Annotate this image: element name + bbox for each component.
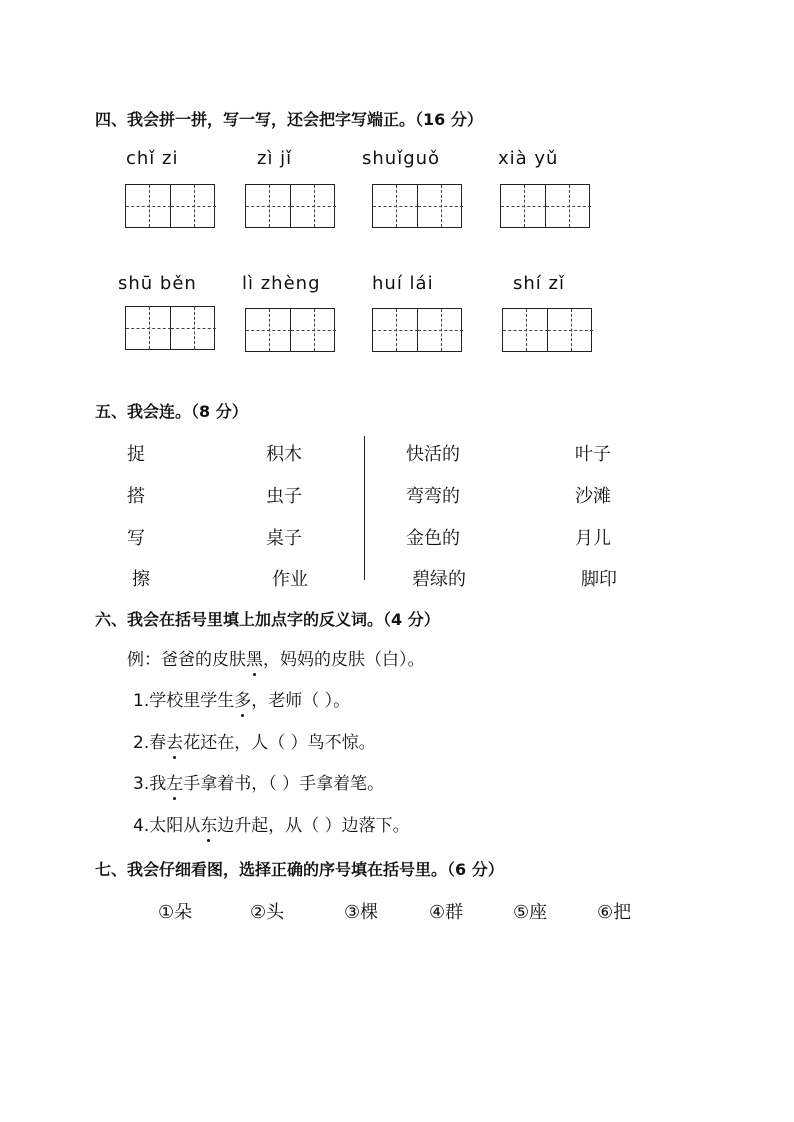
- question-2[interactable]: [133, 728, 376, 753]
- column-divider: [364, 436, 365, 580]
- sentence-text: 1.学校里学生: [133, 691, 235, 711]
- match-item[interactable]: 擦: [132, 569, 150, 590]
- option-3: ③棵: [344, 902, 379, 923]
- match-item[interactable]: 写: [127, 528, 145, 549]
- section-7-title: 七、我会仔细看图，选择正确的序号填在括号里。（6 分）: [95, 860, 504, 879]
- writing-grid[interactable]: [245, 184, 335, 228]
- sentence-text: 花还在，人（ ）鸟不惊。: [183, 733, 376, 753]
- match-item[interactable]: 叶子: [575, 444, 611, 465]
- option-6: ⑥把: [597, 902, 632, 923]
- option-4: ④群: [429, 902, 464, 923]
- match-item[interactable]: 弯弯的: [406, 486, 460, 507]
- option-1: ①朵: [158, 902, 193, 923]
- match-item[interactable]: 桌子: [266, 528, 302, 549]
- match-item[interactable]: 作业: [272, 569, 308, 590]
- pinyin-label: xià yǔ: [498, 148, 559, 169]
- match-item[interactable]: 积木: [266, 444, 302, 465]
- writing-grid[interactable]: [502, 308, 592, 352]
- pinyin-label: huí lái: [372, 273, 434, 294]
- dotted-char: 东: [200, 811, 217, 836]
- sentence-text: 4.太阳从: [133, 816, 201, 836]
- dotted-char: 黑: [246, 645, 263, 670]
- match-item[interactable]: 虫子: [266, 486, 302, 507]
- match-item[interactable]: 金色的: [406, 528, 460, 549]
- match-item[interactable]: 月儿: [575, 528, 611, 549]
- pinyin-label: shí zǐ: [513, 273, 565, 294]
- match-item[interactable]: 捉: [127, 444, 145, 465]
- writing-grid[interactable]: [372, 308, 462, 352]
- sentence-text: 2.春: [133, 733, 167, 753]
- pinyin-label: zì jǐ: [257, 148, 293, 169]
- writing-grid[interactable]: [372, 184, 462, 228]
- sentence-text: 手拿着书，（ ）手拿着笔。: [183, 774, 385, 794]
- dotted-char: 多: [234, 686, 251, 711]
- sentence-text: 3.我: [133, 774, 167, 794]
- example-sentence: [127, 645, 425, 670]
- option-5: ⑤座: [513, 902, 548, 923]
- dotted-char: 左: [166, 769, 183, 794]
- writing-grid[interactable]: [245, 308, 335, 352]
- pinyin-label: lì zhèng: [242, 273, 321, 294]
- section-5-title: 五、我会连。（8 分）: [95, 402, 248, 421]
- sentence-text: 边升起，从（ ）边落下。: [217, 816, 410, 836]
- writing-grid[interactable]: [500, 184, 590, 228]
- pinyin-label: chǐ zi: [126, 148, 179, 169]
- pinyin-label: shū běn: [118, 273, 197, 294]
- match-item[interactable]: 搭: [127, 486, 145, 507]
- writing-grid[interactable]: [125, 306, 215, 350]
- match-item[interactable]: 快活的: [406, 444, 460, 465]
- match-item[interactable]: 碧绿的: [412, 569, 466, 590]
- option-2: ②头: [250, 902, 285, 923]
- dotted-char: 去: [166, 728, 183, 753]
- match-item[interactable]: 脚印: [581, 569, 617, 590]
- sentence-text: ，妈妈的皮肤（白）。: [263, 650, 425, 670]
- pinyin-label: shuǐguǒ: [362, 148, 441, 169]
- question-4[interactable]: [133, 811, 410, 836]
- match-item[interactable]: 沙滩: [575, 486, 611, 507]
- writing-grid[interactable]: [125, 184, 215, 228]
- section-6-title: 六、我会在括号里填上加点字的反义词。（4 分）: [95, 610, 440, 629]
- question-3[interactable]: [133, 769, 384, 794]
- sentence-text: 例：爸爸的皮肤: [127, 650, 246, 670]
- sentence-text: ，老师（ ）。: [251, 691, 351, 711]
- question-1[interactable]: [133, 686, 350, 711]
- section-4-title: 四、我会拼一拼，写一写，还会把字写端正。（16 分）: [95, 110, 483, 129]
